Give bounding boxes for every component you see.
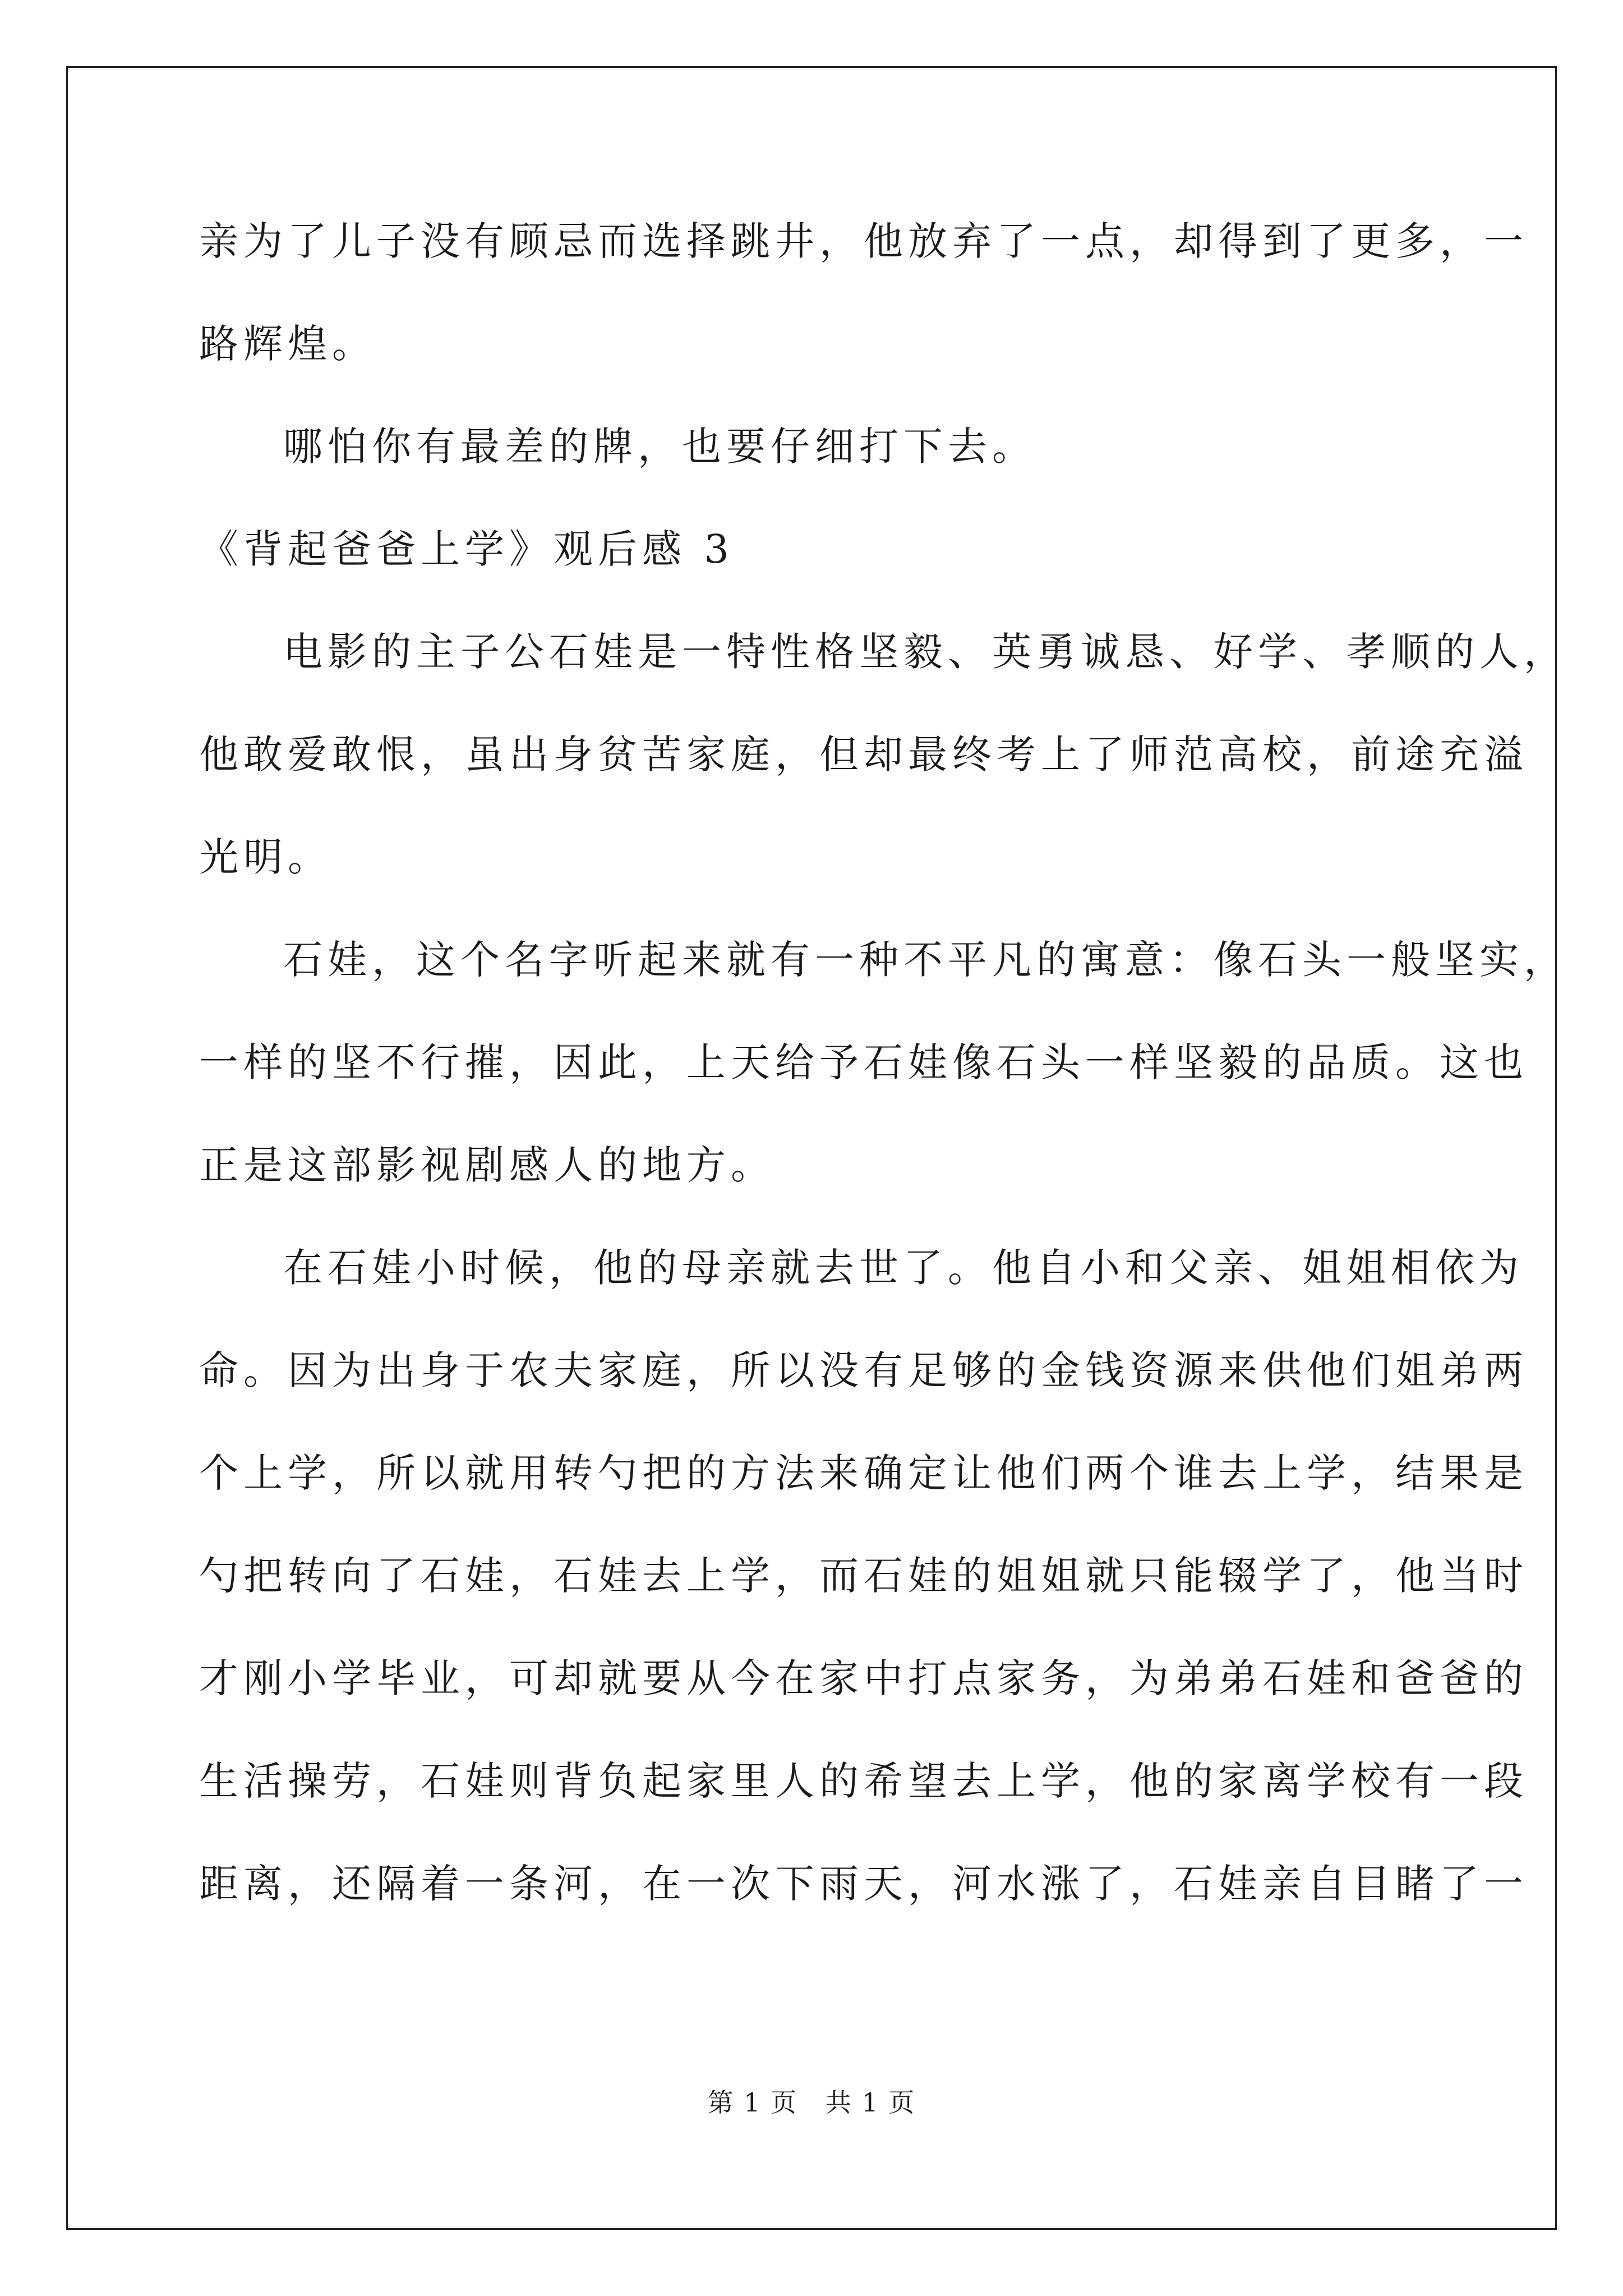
page-footer: 第 1 页 共 1 页 — [707, 2087, 916, 2118]
text-line: 勺把转向了石娃，石娃去上学，而石娃的姐姐就只能辍学了，他当时 — [199, 1553, 1528, 1599]
text-line: 电影的主子公石娃是一特性格坚毅、英勇诚恳、好学、孝顺的人， — [283, 629, 1568, 675]
text-line: 距离，还隔着一条河，在一次下雨天，河水涨了，石娃亲自目睹了一 — [199, 1861, 1528, 1907]
text-line: 亲为了儿子没有顾忌而选择跳井，他放弃了一点，却得到了更多，一 — [199, 218, 1528, 264]
text-line: 个上学，所以就用转勺把的方法来确定让他们两个谁去上学，结果是 — [199, 1450, 1528, 1496]
text-line: 路辉煌。 — [199, 321, 376, 367]
text-line: 石娃，这个名字听起来就有一种不平凡的寓意：像石头一般坚实， — [283, 937, 1568, 983]
text-line: 才刚小学毕业，可却就要从今在家中打点家务，为弟弟石娃和爸爸的 — [199, 1655, 1528, 1701]
text-line: 命。因为出身于农夫家庭，所以没有足够的金钱资源来供他们姐弟两 — [199, 1347, 1528, 1393]
text-line: 哪怕你有最差的牌，也要仔细打下去。 — [283, 424, 1036, 470]
text-line: 光明。 — [199, 834, 332, 880]
text-line: 正是这部影视剧感人的地方。 — [199, 1142, 775, 1188]
text-line: 一样的坚不行摧，因此，上天给予石娃像石头一样坚毅的品质。这也 — [199, 1039, 1528, 1085]
text-line: 他敢爱敢恨，虽出身贫苦家庭，但却最终考上了师范高校，前途充溢 — [199, 731, 1528, 777]
section-heading: 《背起爸爸上学》观后感 3 — [199, 526, 734, 572]
text-line: 在石娃小时候，他的母亲就去世了。他自小和父亲、姐姐相依为 — [283, 1245, 1524, 1291]
text-line: 生活操劳，石娃则背负起家里人的希望去上学，他的家离学校有一段 — [199, 1758, 1528, 1804]
